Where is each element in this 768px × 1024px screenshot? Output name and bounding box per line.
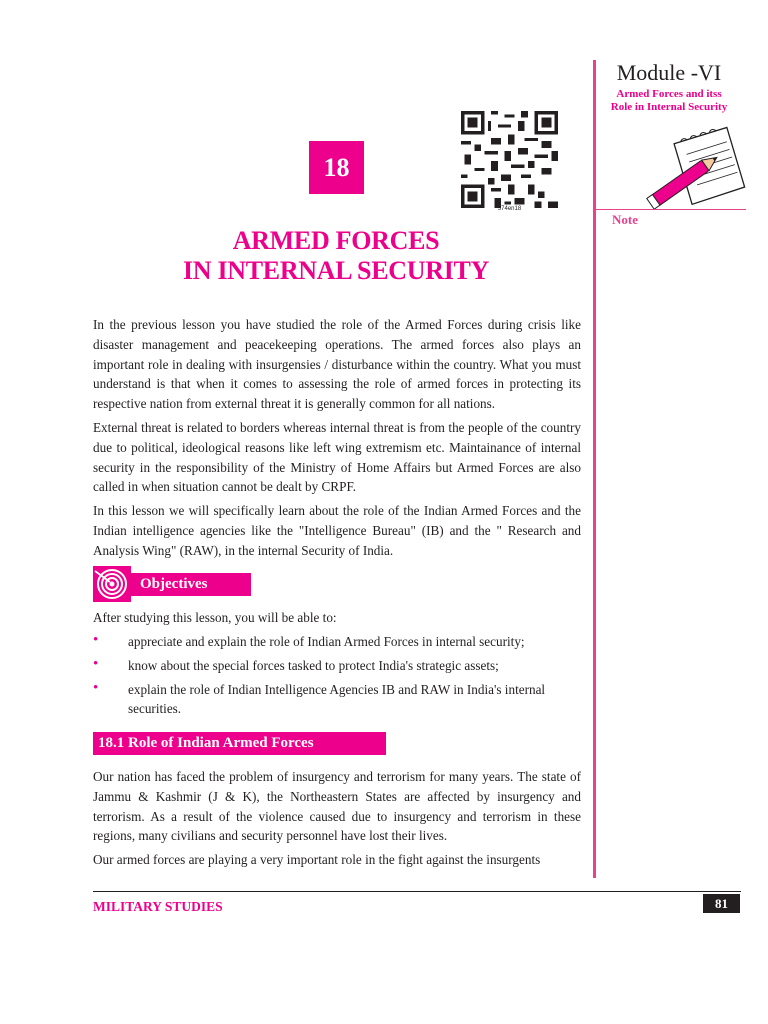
objectives-heading: Objectives bbox=[131, 573, 251, 596]
section-heading: 18.1 Role of Indian Armed Forces bbox=[93, 732, 386, 755]
qr-code-label: 374en18 bbox=[497, 206, 522, 212]
page-number: 81 bbox=[703, 894, 740, 913]
section-paragraph: Our armed forces are playing a very important role in the fight against the insurgents bbox=[93, 852, 541, 867]
title-line1: ARMED FORCES bbox=[232, 226, 440, 255]
module-title: Module -VI bbox=[616, 60, 722, 85]
section-paragraph: Our nation has faced the problem of insurgency and terrorism for many years. The state of Jammu & Kashmir (J & K), the Northeastern States are affected by insurgency and terrorism. As a result of the violence caused due to insurgency and terrorism in these regions, many civilians and security personnel have lost their lives. bbox=[93, 769, 581, 844]
note-pencil-icon bbox=[640, 125, 750, 215]
qr-code-icon bbox=[461, 111, 558, 208]
objective-item bbox=[93, 680, 583, 720]
footer-title: MILITARY STUDIES bbox=[93, 899, 223, 914]
module-subtitle bbox=[596, 88, 742, 114]
module-subtitle-line1: Armed Forces and itss bbox=[616, 88, 722, 100]
page-title bbox=[96, 226, 576, 286]
intro-paragraph: External threat is related to borders whereas internal threat is from the people of the country due to political, ideological reasons like left wing extremism etc. Maintainance of internal security in the responsibility of the Ministry of Home Affairs but Armed Forces are also called in when situation cannot be dealt by CRPF. bbox=[93, 420, 581, 495]
bullet-icon: • bbox=[93, 679, 99, 696]
objective-item bbox=[93, 656, 583, 676]
margin-divider bbox=[593, 60, 596, 878]
objective-text: know about the special forces tasked to protect India's strategic assets; bbox=[128, 657, 499, 673]
module-subtitle-line2: Role in Internal Security bbox=[610, 101, 728, 113]
title-line2: IN INTERNAL SECURITY bbox=[182, 256, 490, 285]
chapter-number: 18 bbox=[309, 141, 364, 194]
note-divider bbox=[596, 209, 746, 210]
target-icon bbox=[93, 566, 131, 602]
objective-text: appreciate and explain the role of Indian Armed Forces in internal security; bbox=[128, 634, 525, 649]
intro-paragraph: In this lesson we will specifically learn about the role of the Indian Armed Forces and the Indian intelligence agencies like the "Intelligence Bureau" (IB) and the " Research and Analysis Wing" (RAW), in the internal Security of India. bbox=[93, 503, 581, 558]
objective-item bbox=[93, 632, 583, 652]
intro-paragraph: In the previous lesson you have studied the role of the Armed Forces during crisis like disaster management and peacekeeping operations. The armed forces also plays an important role in dealing with insurgensies / disturbance within the country. What you must understand is that when it comes to assessing the role of armed forces in protecting its respective nation from external threat it is generally common for all nations. bbox=[93, 317, 581, 412]
footer-divider bbox=[93, 891, 741, 892]
objective-text: explain the role of Indian Intelligence Agencies IB and RAW in India's internal securities. bbox=[128, 681, 546, 717]
bullet-icon: • bbox=[93, 655, 99, 672]
objectives-intro: After studying this lesson, you will be able to: bbox=[93, 610, 337, 625]
bullet-icon: • bbox=[93, 632, 99, 648]
note-label: Note bbox=[612, 212, 638, 227]
objectives-list bbox=[93, 632, 583, 723]
